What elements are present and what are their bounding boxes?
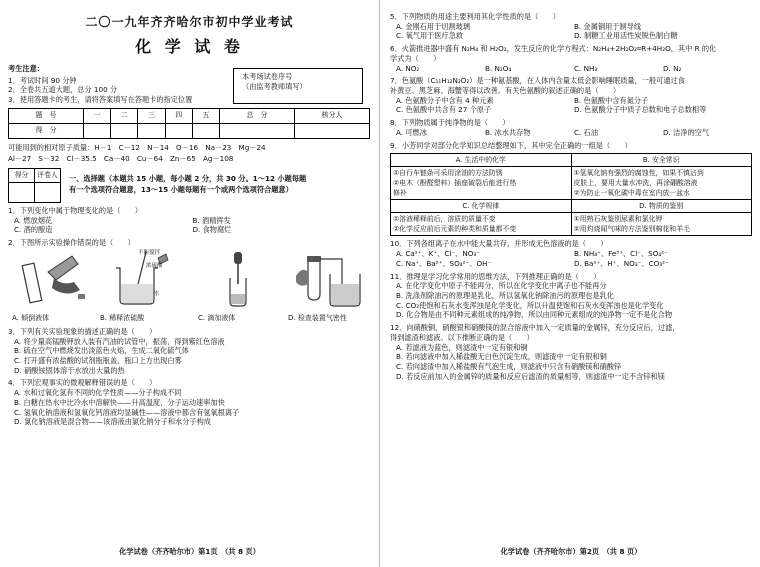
- option: A. 若滤液为蓝色，则滤渣中一定有银和铜: [396, 342, 528, 352]
- option: C. 氢氧化钠溶液和氢氧化钙溶液均显碱性——溶液中都含有氢氧根离子: [14, 407, 240, 417]
- dropper-illustration: [204, 250, 274, 308]
- table-head-a: A. 生活中的化学: [391, 154, 572, 167]
- option: C. Na⁺、Ba²⁺、SO₄²⁻、OH⁻: [396, 258, 492, 268]
- question-12: [390, 323, 752, 381]
- lab-caption: B. 稀释浓硫酸: [100, 314, 145, 323]
- table-line: ①用熟石灰鉴别尿素和氯化钾: [573, 215, 663, 224]
- score-cell: [192, 123, 219, 138]
- option: B. NH₄⁺、Fe³⁺、Cl⁻、SO₄²⁻: [574, 249, 668, 259]
- airtightness-illustration: [294, 250, 374, 308]
- table-line: ②化学反应前后元素的种类和质量都不变: [393, 225, 517, 234]
- option: B. 白糖在热水中比冷水中溶解快——升高温度，分子运动速率加快: [14, 397, 225, 407]
- option: C. 打开盛有浓盐酸的试剂瓶瓶盖，瓶口上方出现白雾: [14, 356, 182, 365]
- table-cell-d: [571, 213, 752, 236]
- question-stem: 12．向硝酸铜、硝酸银和硝酸镁的混合溶液中加入一定质量的金属锌，充分反应后，过滤，: [390, 323, 680, 333]
- score-header-cell: 题 号: [9, 108, 84, 123]
- table-cell-c: [391, 213, 572, 236]
- candidate-notice: [8, 64, 208, 105]
- option: D. N₂: [663, 63, 682, 73]
- option: B. N₂O₄: [485, 63, 512, 73]
- option: D. 化合物是由不同种元素组成的纯净物，所以由同种元素组成的纯净物一定不是化合物: [396, 310, 673, 320]
- option: B. 色氨酸中含有氮分子: [574, 95, 649, 105]
- question-stem: 2．下图所示实验操作错误的是（ ）: [8, 238, 135, 248]
- score-cell: [138, 123, 165, 138]
- lab-figure-a: [12, 250, 92, 324]
- option: C. NH₃: [574, 63, 598, 73]
- table-line: ②用灼烧闻气味的方法鉴别棉花和羊毛: [573, 225, 690, 234]
- option: B. 硫在空气中燃烧发出淡蓝色火焰，生成二氧化硫气体: [14, 346, 189, 356]
- lab-caption: D. 检查装置气密性: [288, 314, 347, 323]
- score-cell: [295, 123, 370, 138]
- table-head-b: B. 安全常识: [571, 154, 752, 167]
- option: A. 在化学变化中原子不能再分，所以在化学变化中离子也不能再分: [396, 281, 607, 291]
- page-footer: 化学试卷（齐齐哈尔市）第1页 （共 8 页）: [119, 547, 260, 557]
- option: D. Ba²⁺、H⁺、NO₃⁻、CO₃²⁻: [574, 258, 669, 268]
- question-1: [8, 206, 371, 235]
- option: C. CO₂使饱和石灰水变浑浊是化学变化，所以升温使饱和石灰水变浑浊也是化学变化: [396, 300, 664, 310]
- question-stem-continued: 得到滤渣和滤液。以下推断正确的是（ ）: [390, 332, 534, 342]
- notice-item: 1．考试时间 90 分钟: [8, 75, 77, 85]
- score-header-cell: 二: [111, 108, 138, 123]
- label-stir: 不断搅拌: [138, 249, 161, 256]
- option: C. 酒的酿造: [14, 225, 53, 235]
- question-5: [390, 12, 752, 41]
- option: A. 燃放烟花: [14, 215, 53, 225]
- question-10: [390, 239, 752, 268]
- question-stem: 5．下列物质的用途主要利用其化学性质的是（ ）: [390, 12, 560, 21]
- atomic-masses: [8, 142, 371, 164]
- question-stem: 8．下列物质属于纯净物的是（ ）: [390, 118, 510, 128]
- table-line: ②为防止一氧化碳中毒在室内放一盆水: [573, 189, 690, 198]
- grader-cell: [9, 182, 35, 202]
- table-line: ①氢氧化钠有强烈的腐蚀性，如果不慎沾到: [573, 169, 704, 178]
- option: A. 金刚石用于切割玻璃: [396, 21, 471, 31]
- table-line: 皮肤上，要用大量水冲洗，再涂硼酸溶液: [573, 179, 698, 188]
- pouring-liquid-illustration: [18, 250, 88, 308]
- label-acid: 浓硫酸: [146, 262, 163, 269]
- score-table: [8, 108, 370, 139]
- score-cell: [111, 123, 138, 138]
- question-stem: 4．下列宏观事实的微观解释错误的是（ ）: [8, 378, 157, 388]
- option: D. 硝酸铵固体溶于水放出大量的热: [14, 365, 125, 375]
- question-stem: 6．火箭推进器中盛有 N₂H₄ 和 H₂O₂，发生反应的化学方程式：N₂H₄+2H₂O₂═R+4H₂O，其中 R 的化: [390, 44, 717, 54]
- score-header-cell: 核分人: [295, 108, 370, 123]
- question-6: [390, 44, 752, 73]
- option: C. 氧气用于医疗急救: [396, 31, 464, 41]
- section-1-header: [8, 168, 371, 203]
- question-4: [8, 378, 371, 427]
- score-header-cell: 总 分: [220, 108, 295, 123]
- question-stem: 1．下列变化中属于物理变化的是（ ）: [8, 205, 142, 215]
- grader-name-label: 评卷人: [35, 168, 61, 182]
- table-cell-a: [391, 167, 572, 200]
- atomic-masses-line: Al－27 S－32 Cl－35.5 Ca－40 Cu－64 Zn－65 Ag－108: [8, 153, 234, 163]
- seat-box-line2: （由监考教师填写）: [242, 82, 307, 92]
- lab-figure-d: [288, 250, 368, 324]
- notice-item: 3．使用答题卡的考生，请将答案填写在答题卡的指定位置: [8, 94, 193, 104]
- lab-figure-c: [198, 250, 278, 324]
- option: D. 若反应前加入的金属锌的质量和反应后滤渣的质量相等，则滤渣中一定不含锌和镁: [396, 371, 665, 381]
- table-line: ①自行车链条可采用涂油的方法防锈: [393, 169, 503, 178]
- label-water: 水: [154, 290, 160, 297]
- notice-area: [8, 64, 371, 105]
- grader-table: [8, 168, 61, 203]
- table-head-d: D. 物质的鉴别: [571, 200, 752, 213]
- table-cell-b: [571, 167, 752, 200]
- table-line: ②电木（酚醛塑料）插座破裂后能进行热: [393, 179, 517, 188]
- option: A. Ca²⁺、K⁺、Cl⁻、NO₃⁻: [396, 249, 481, 259]
- score-header-cell: 五: [192, 108, 219, 123]
- question-11: [390, 272, 752, 321]
- option: D. 色氨酸分子中质子总数和电子总数相等: [574, 105, 707, 115]
- question-stem: 9．小芳同学对部分化学知识总结整理如下，其中完全正确的一组是（ ）: [390, 140, 632, 150]
- lab-figure-b: [100, 250, 180, 324]
- table-head-c: C. 化学规律: [391, 200, 572, 213]
- question-stem-continued: 补黄豆、黑芝麻、海蟹等得以改善。有关色氨酸的叙述正确的是（ ）: [390, 86, 621, 96]
- option: B. 若向滤液中加入稀盐酸无白色沉淀生成，则滤渣中一定有银和铜: [396, 352, 607, 362]
- score-header-cell: 一: [83, 108, 110, 123]
- score-cell: [165, 123, 192, 138]
- question-stem: 10．下列各组离子在水中能大量共存，并形成无色溶液的是（ ）: [390, 239, 608, 249]
- score-row-label: 得 分: [9, 123, 84, 138]
- grader-score-label: 得分: [9, 168, 35, 182]
- option: B. 酒精挥发: [192, 215, 231, 225]
- exam-subtitle: 化 学 试 卷: [135, 37, 244, 57]
- option: C. 若向滤渣中加入稀盐酸有气泡生成，则滤液中只含有硝酸镁和硝酸锌: [396, 361, 622, 371]
- option: C. 色氨酸中共含有 27 个原子: [396, 105, 492, 115]
- option: D. 制糖工业用活性炭脱色制白糖: [574, 31, 678, 41]
- section-1-line: 有一个选项符合题意，13～15 小题每题有一个或两个选项符合题意）: [69, 184, 293, 194]
- atomic-masses-line: 可能用到的相对原子质量：H－1 C－12 N－14 O－16 Na－23 Mg－24: [8, 142, 266, 152]
- dilution-illustration: [106, 250, 176, 308]
- question-9: [390, 141, 752, 237]
- question-2: [8, 238, 371, 324]
- seat-number-box: [233, 68, 363, 104]
- grader-cell: [35, 182, 61, 202]
- table-line: 修补: [393, 189, 407, 198]
- score-header-cell: 四: [165, 108, 192, 123]
- notice-heading: 考生注意：: [8, 63, 44, 73]
- question-stem: 11．推理是学习化学常用的思维方法，下列推理正确的是（ ）: [390, 271, 601, 281]
- option: A. NO₂: [396, 63, 420, 73]
- option: A. 将少量高锰酸钾放入装有汽油的试管中，振荡，得到紫红色溶液: [14, 336, 225, 346]
- section-1-title: [61, 168, 306, 203]
- question-8: [390, 118, 752, 137]
- option: B. 洗涤剂除油污的原理是乳化，所以氢氧化钠除油污的原理也是乳化: [396, 290, 614, 300]
- table-line: ①溶液稀释前后，溶质的质量不变: [393, 215, 496, 224]
- page-2: [382, 0, 760, 567]
- question-stem-continued: 学式为（ ）: [390, 53, 441, 63]
- knowledge-table: [390, 153, 752, 236]
- notice-item: 2．全卷共五道大题，总分 100 分: [8, 85, 118, 95]
- option: B. 金属铜用于制导线: [574, 21, 642, 31]
- score-cell: [83, 123, 110, 138]
- option: D. 氯化钠溶液是混合物——该溶液由氯化钠分子和水分子构成: [14, 417, 211, 427]
- option: A. 色氨酸分子中含有 4 种元素: [396, 95, 494, 105]
- score-header-cell: 三: [138, 108, 165, 123]
- question-7: [390, 76, 752, 115]
- lab-caption: A. 倾倒液体: [12, 314, 50, 323]
- option: D. 食物腐烂: [192, 225, 232, 235]
- seat-box-line1: 本考场试卷序号: [242, 71, 293, 81]
- question-3: [8, 327, 371, 376]
- option: C. 石油: [574, 127, 598, 137]
- question-stem: 7．色氨酸（C₁₁H₁₂N₂O₂）是一种氨基酸，在人体内含量太低会影响睡眠质量，一般可通过食: [390, 76, 685, 86]
- option: D. 洁净的空气: [663, 127, 710, 137]
- section-1-line: 一、选择题（本题共 15 小题，每小题 2 分，共 30 分。1～12 小题每题: [69, 173, 307, 183]
- option: A. 可燃冰: [396, 127, 427, 137]
- lab-caption: C. 滴加液体: [198, 314, 236, 323]
- lab-figures: [8, 250, 371, 324]
- option: A. 水和过氧化氢有不同的化学性质——分子构成不同: [14, 388, 182, 398]
- score-cell: [220, 123, 295, 138]
- exam-title: 二〇一九年齐齐哈尔市初中学业考试: [85, 15, 294, 29]
- question-stem: 3．下列有关实验现象的描述正确的是（ ）: [8, 326, 157, 336]
- page-footer: 化学试卷（齐齐哈尔市）第2页 （共 8 页）: [500, 547, 642, 557]
- option: B. 冰水共存物: [485, 127, 531, 137]
